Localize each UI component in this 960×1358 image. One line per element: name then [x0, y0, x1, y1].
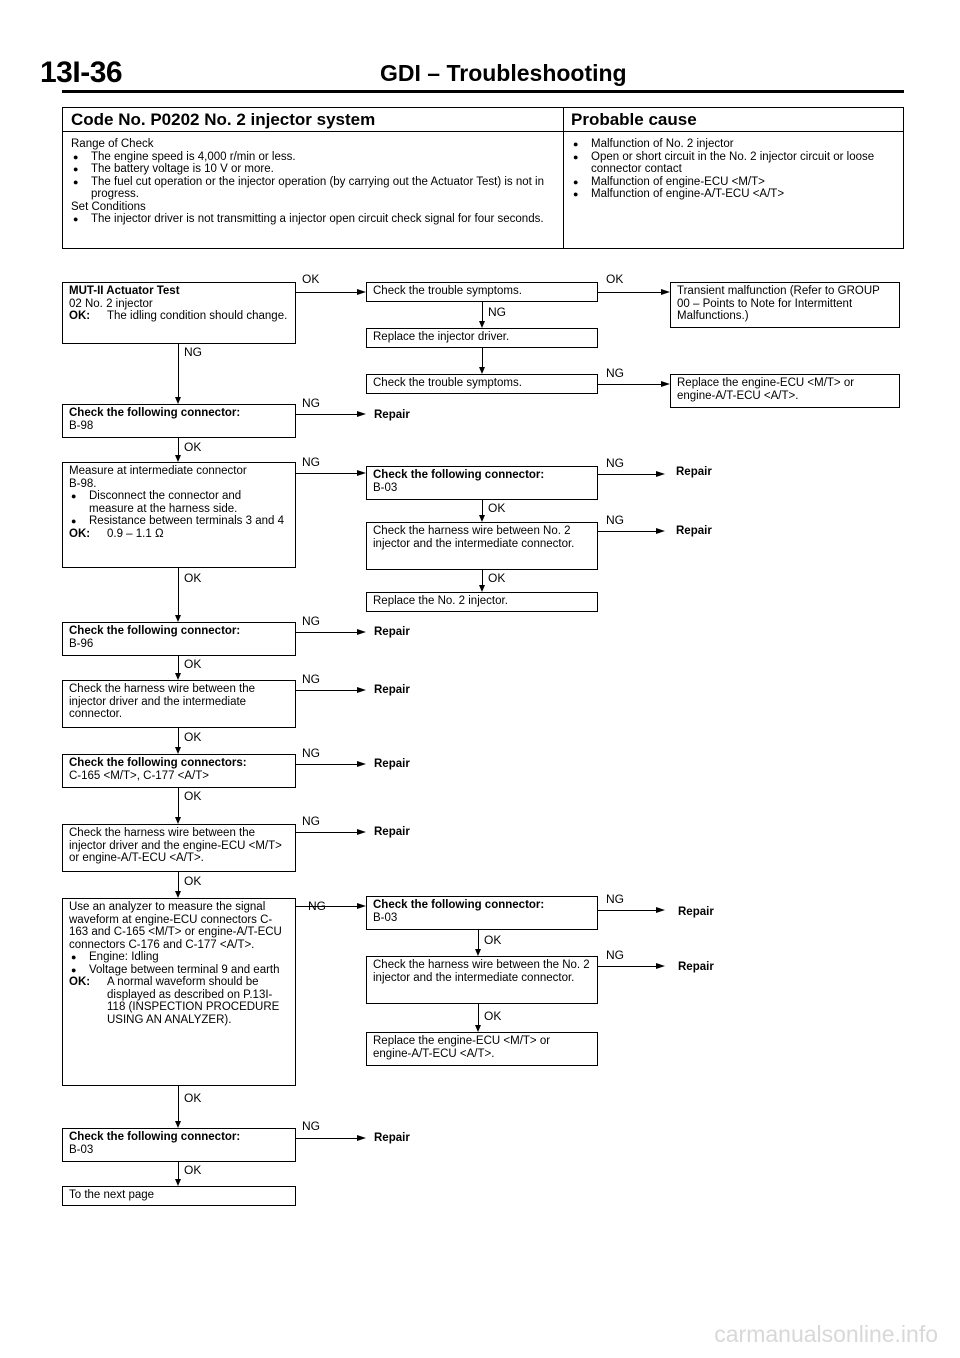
ng-label: NG	[606, 892, 624, 906]
code-table	[62, 107, 904, 249]
replace-injector-box	[366, 592, 598, 612]
ng-label: NG	[488, 305, 506, 319]
flow-line	[482, 348, 483, 367]
arrow-down	[175, 455, 181, 462]
cause-item: ● Malfunction of No. 2 injector	[571, 138, 897, 151]
flow-line	[178, 1086, 179, 1121]
connector-b03-box-upper	[366, 466, 598, 500]
ok-label: OK	[484, 933, 502, 947]
ng-label: NG	[606, 456, 624, 470]
arrow-down	[175, 1121, 181, 1128]
repair-label: Repair	[678, 906, 714, 918]
ng-label: NG	[302, 814, 320, 828]
repair-label: Repair	[374, 626, 410, 638]
arrow-right	[357, 470, 366, 476]
connector-b98-box	[62, 404, 296, 438]
arrow-right	[357, 761, 366, 767]
actuator-test-ok	[69, 310, 289, 323]
analyzer-ok	[69, 976, 289, 1026]
connector-check-title: Check the following connectors:	[69, 757, 247, 769]
repair-label: Repair	[374, 758, 410, 770]
flow-line	[598, 474, 656, 475]
next-page-box	[62, 1186, 296, 1206]
replace-ecu-box	[366, 1032, 598, 1066]
ok-key: OK:	[69, 310, 91, 322]
connector-id: B-03	[373, 481, 398, 494]
harness-check-text: Check the harness wire between the injector driver and the intermediate connector.	[69, 683, 256, 720]
connector-b96-box	[62, 622, 296, 656]
ok-label: OK	[184, 571, 202, 585]
cause-item: ● Open or short circuit in the No. 2 injector circuit or loose connector contact	[571, 151, 897, 176]
flow-line	[296, 832, 357, 833]
measure-line: B-98.	[69, 477, 97, 490]
ok-label: OK	[184, 1163, 202, 1177]
ng-label: NG	[302, 672, 320, 686]
flow-line	[178, 344, 179, 397]
replace-driver-text: Replace the injector driver.	[373, 331, 510, 343]
flow-line	[296, 764, 357, 765]
flow-line	[296, 632, 357, 633]
harness-driver-intermediate-box	[62, 680, 296, 728]
connector-id: B-03	[373, 911, 398, 924]
analyzer-item: ● Voltage between terminal 9 and earth	[69, 964, 289, 977]
repair-label: Repair	[678, 961, 714, 973]
ok-label: OK	[184, 789, 202, 803]
flow-line	[482, 570, 483, 585]
arrow-right	[661, 289, 670, 295]
ok-label: OK	[484, 1009, 502, 1023]
flow-line	[296, 690, 357, 691]
arrow-down	[479, 515, 485, 522]
connector-id: B-03	[69, 1143, 94, 1156]
analyzer-text: Use an analyzer to measure the signal waveform at engine-ECU connectors C-163 and C-165 <M/T> or engine-A/T-ECU connectors C-176 and C-177 <A/T>.	[69, 901, 282, 951]
arrow-down	[175, 747, 181, 754]
repair-label: Repair	[374, 409, 410, 421]
next-page-text: To the next page	[69, 1189, 155, 1201]
code-table-divider	[563, 108, 564, 248]
actuator-test-line: 02 No. 2 injector	[69, 297, 153, 310]
range-of-check	[71, 138, 555, 226]
ng-label: NG	[606, 366, 624, 380]
flow-line	[478, 1004, 479, 1025]
check-symptoms-text: Check the trouble symptoms.	[373, 285, 522, 297]
arrow-right	[357, 289, 366, 295]
connector-b03-box	[62, 1128, 296, 1162]
arrow-down	[475, 1025, 481, 1032]
set-condition-item: ● The injector driver is not transmitting a injector open circuit check signal for four seconds.	[71, 213, 555, 226]
flow-line	[178, 728, 179, 747]
ng-label: NG	[302, 455, 320, 469]
flow-line	[482, 500, 483, 515]
flow-line	[178, 568, 179, 615]
ok-value: The idling condition should change.	[107, 310, 288, 322]
ng-label: NG	[184, 345, 202, 359]
probable-cause-header: Probable cause	[563, 108, 903, 132]
flow-line	[598, 384, 661, 385]
analyzer-item: ● Engine: Idling	[69, 951, 289, 964]
check-symptoms-text: Check the trouble symptoms.	[373, 377, 522, 389]
flow-line	[598, 531, 656, 532]
connector-id: B-98	[69, 419, 94, 432]
measure-ok	[69, 528, 289, 541]
flow-line	[178, 872, 179, 891]
flow-line	[178, 788, 179, 817]
watermark: carmanualsonline.info	[714, 1321, 938, 1347]
connector-b03-box-lower	[366, 896, 598, 930]
measure-item: ● Resistance between terminals 3 and 4	[69, 515, 289, 528]
arrow-down	[479, 367, 485, 374]
harness-driver-ecu-box	[62, 824, 296, 872]
arrow-right	[357, 1135, 366, 1141]
replace-ecu-right-box	[670, 374, 900, 408]
repair-label: Repair	[676, 525, 712, 537]
check-symptoms-box-1	[366, 282, 598, 302]
arrow-right	[661, 381, 670, 387]
ng-label: NG	[606, 513, 624, 527]
repair-label: Repair	[676, 466, 712, 478]
cause-item: ● Malfunction of engine-A/T-ECU <A/T>	[571, 188, 897, 201]
flow-line	[478, 930, 479, 949]
page-number: 13I-36	[40, 56, 123, 89]
flow-line	[296, 473, 357, 474]
ok-label: OK	[184, 657, 202, 671]
arrow-down	[479, 585, 485, 592]
arrow-right	[656, 471, 665, 477]
transient-malfunction-text: Transient malfunction (Refer to GROUP 00 – Points to Note for Intermittent Malfunctions.)	[677, 285, 880, 322]
ng-label: NG	[302, 396, 320, 410]
arrow-down	[175, 615, 181, 622]
connector-check-title: Check the following connector:	[69, 1131, 241, 1143]
measure-line: Measure at intermediate connector	[69, 465, 247, 477]
arrow-down	[175, 397, 181, 404]
check-symptoms-box-2	[366, 374, 598, 394]
ok-label: OK	[302, 272, 320, 286]
arrow-right	[357, 829, 366, 835]
ng-label: NG	[302, 746, 320, 760]
harness-check-text: Check the harness wire between the injector driver and the engine-ECU <M/T> or engine-A/T-ECU <A/T>.	[69, 827, 282, 864]
arrow-right	[656, 528, 665, 534]
flow-line	[598, 292, 661, 293]
flow-line	[296, 906, 357, 907]
arrow-right	[656, 907, 665, 913]
ng-label: NG	[606, 948, 624, 962]
connector-check-title: Check the following connector:	[69, 407, 241, 419]
arrow-down	[175, 673, 181, 680]
arrow-right	[357, 629, 366, 635]
ok-label: OK	[184, 1091, 202, 1105]
arrow-right	[357, 687, 366, 693]
arrow-down	[475, 949, 481, 956]
actuator-test-title: MUT-II Actuator Test	[69, 285, 180, 297]
range-title: Range of Check	[71, 138, 154, 150]
flow-line	[598, 966, 656, 967]
harness-injector-box-lower	[366, 956, 598, 1004]
flow-line	[296, 414, 357, 415]
repair-label: Repair	[374, 684, 410, 696]
replace-ecu-text: Replace the engine-ECU <M/T> or engine-A/T-ECU <A/T>.	[373, 1035, 551, 1060]
range-item: ● The engine speed is 4,000 r/min or less.	[71, 151, 555, 164]
ok-label: OK	[488, 571, 506, 585]
flow-line	[178, 656, 179, 673]
set-conditions-title: Set Conditions	[71, 200, 146, 213]
cause-item: ● Malfunction of engine-ECU <M/T>	[571, 176, 897, 189]
code-table-header: Code No. P0202 No. 2 injector system	[63, 108, 563, 132]
ok-value: A normal waveform should be displayed as described on P.13I-118 (INSPECTION PROCEDURE USING AN ANALYZER).	[107, 976, 280, 1026]
repair-label: Repair	[374, 1132, 410, 1144]
header-rule	[62, 90, 904, 93]
flow-line	[296, 1138, 357, 1139]
range-item: ● The battery voltage is 10 V or more.	[71, 163, 555, 176]
ok-value: 0.9 – 1.1 Ω	[107, 527, 164, 540]
flow-line	[482, 302, 483, 321]
harness-check-text: Check the harness wire between the No. 2 injector and the intermediate connector.	[373, 959, 590, 984]
probable-causes	[571, 138, 897, 201]
ng-label: NG	[302, 1119, 320, 1133]
flow-line	[296, 292, 357, 293]
ok-key: OK:	[69, 527, 91, 540]
harness-check-text: Check the harness wire between No. 2 injector and the intermediate connector.	[373, 525, 575, 550]
ok-label: OK	[184, 730, 202, 744]
flow-line	[178, 438, 179, 455]
connector-id: B-96	[69, 637, 94, 650]
page-title: GDI – Troubleshooting	[380, 60, 627, 86]
ok-label: OK	[184, 874, 202, 888]
flow-line	[598, 910, 656, 911]
harness-injector-box-upper	[366, 522, 598, 570]
arrow-down	[175, 1179, 181, 1186]
transient-malfunction-box	[670, 282, 900, 328]
range-item: ● The fuel cut operation or the injector operation (by carrying out the Actuator Test) is not in progress.	[71, 176, 555, 201]
connector-c165-c177-box	[62, 754, 296, 788]
replace-ecu-text: Replace the engine-ECU <M/T> or engine-A/T-ECU <A/T>.	[677, 377, 855, 402]
measure-item: ● Disconnect the connector and measure at the harness side.	[69, 490, 289, 515]
arrow-down	[175, 817, 181, 824]
ng-label: NG	[308, 899, 326, 913]
flow-line	[178, 1162, 179, 1179]
ng-label: NG	[302, 614, 320, 628]
connector-id: C-165 <M/T>, C-177 <A/T>	[69, 769, 209, 782]
arrow-right	[357, 903, 366, 909]
ok-key: OK:	[69, 976, 91, 988]
arrow-right	[656, 963, 665, 969]
connector-check-title: Check the following connector:	[373, 899, 545, 911]
measure-b98-box	[62, 462, 296, 568]
analyzer-box	[62, 898, 296, 1086]
ok-label: OK	[606, 272, 624, 286]
connector-check-title: Check the following connector:	[69, 625, 241, 637]
arrow-down	[175, 891, 181, 898]
arrow-down	[479, 321, 485, 328]
replace-driver-box	[366, 328, 598, 348]
ok-label: OK	[488, 501, 506, 515]
actuator-test-box	[62, 282, 296, 344]
connector-check-title: Check the following connector:	[373, 469, 545, 481]
replace-injector-text: Replace the No. 2 injector.	[373, 595, 508, 607]
repair-label: Repair	[374, 826, 410, 838]
arrow-right	[357, 411, 366, 417]
ok-label: OK	[184, 440, 202, 454]
